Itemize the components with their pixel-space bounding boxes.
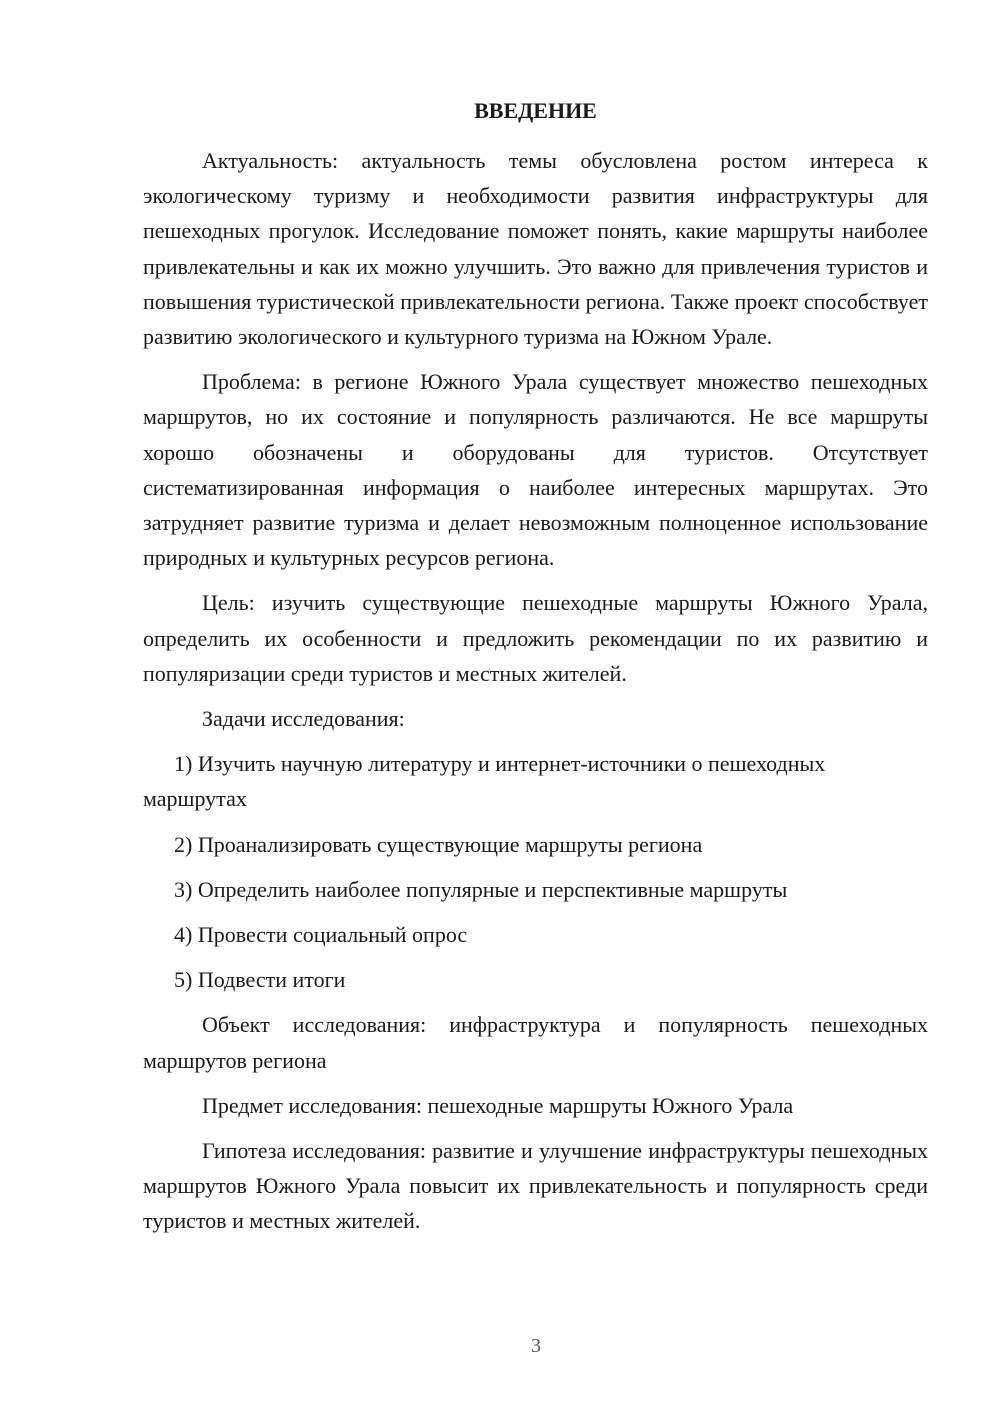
hypothesis-paragraph: Гипотеза исследования: развитие и улучшение инфраструктуры пешеходных маршрутов Южного Урала повысит их привлекательность и популярность среди туристов и местных жителей. [143, 1138, 928, 1234]
list-item: 3) Определить наиболее популярные и перспективные маршруты [174, 876, 788, 902]
list-item: 4) Провести социальный опрос [174, 922, 468, 948]
section-title: ВВЕДЕНИЕ [474, 98, 597, 123]
page-number: 3 [531, 1335, 541, 1357]
document-body [143, 143, 928, 1249]
problem-paragraph: Проблема: в регионе Южного Урала существует множество пешеходных маршрутов, но их состояние и популярность различаются. Не все маршруты хорошо обозначены и оборудованы для туристов. Отсутствует систематизированная информация о наиболее интересных маршрутах. Это затрудняет развитие туризма и делает невозможным полноценное использование природных и культурных ресурсов региона. [143, 369, 928, 571]
tasks-list [143, 746, 928, 997]
goal-paragraph: Цель: изучить существующие пешеходные маршруты Южного Урала, определить их особенности и предложить рекомендации по их развитию и популяризации среди туристов и местных жителей. [143, 590, 928, 686]
list-item: 2) Проанализировать существующие маршруты региона [174, 831, 703, 857]
tasks-heading: Задачи исследования: [202, 706, 405, 732]
list-item: 5) Подвести итоги [174, 967, 346, 993]
relevance-paragraph: Актуальность: актуальность темы обусловлена ростом интереса к экологическому туризму и необходимости развития инфраструктуры для пешеходных прогулок. Исследование поможет понять, какие маршруты наиболее привлекательны и как их можно улучшить. Это важно для привлечения туристов и повышения туристической привлекательности региона. Также проект способствует развитию экологического и культурного туризма на Южном Урале. [143, 148, 928, 350]
list-item: 1) Изучить научную литературу и интернет-источники о пешеходных маршрутах [143, 751, 826, 812]
object-paragraph: Объект исследования: инфраструктура и популярность пешеходных маршрутов региона [143, 1012, 928, 1073]
subject-paragraph: Предмет исследования: пешеходные маршруты Южного Урала [202, 1092, 794, 1118]
